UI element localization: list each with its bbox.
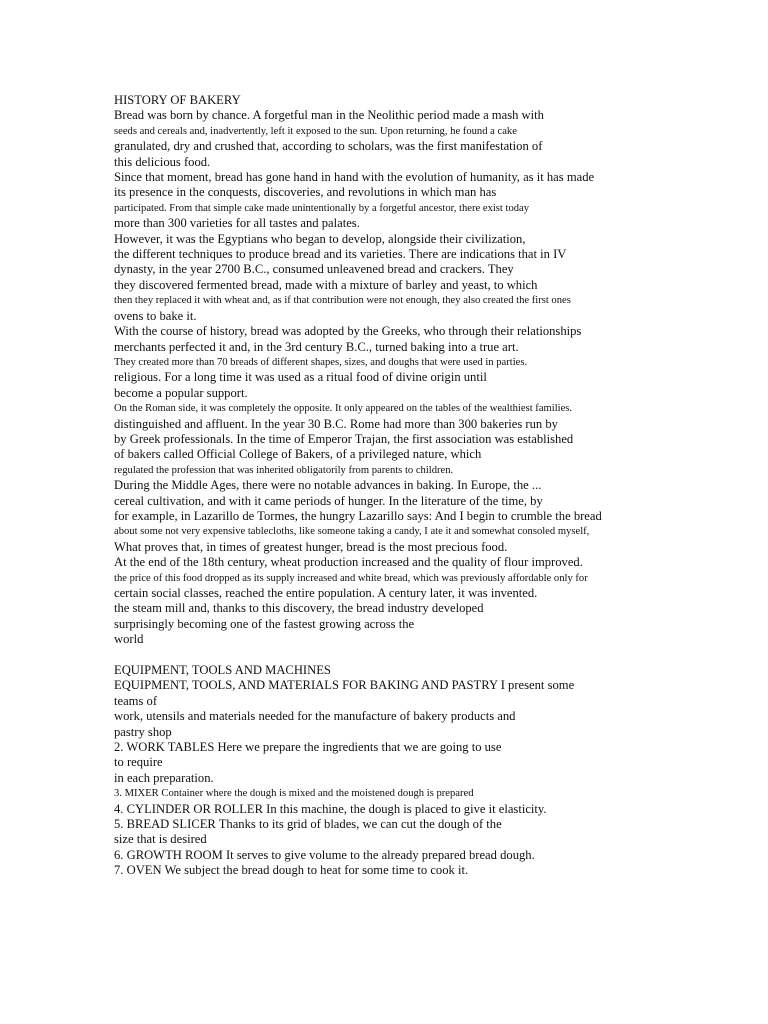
text-line: Bread was born by chance. A forgetful man in the Neolithic period made a mash with xyxy=(114,108,544,123)
text-line: ovens to bake it. xyxy=(114,308,197,323)
text-line: teams of xyxy=(114,693,158,708)
text-line: about some not very expensive tablecloths, like someone taking a candy, I ate it and somewhat consoled myself, xyxy=(114,526,590,538)
text-line: the price of this food dropped as its supply increased and white bread, which was previously affordable only for xyxy=(114,572,588,584)
text-line: pastry shop xyxy=(114,724,172,739)
text-line: What proves that, in times of greatest hunger, bread is the most precious food. xyxy=(114,539,508,554)
text-line: granulated, dry and crushed that, according to scholars, was the first manifestation of xyxy=(114,139,543,154)
text-line: size that is desired xyxy=(114,832,207,847)
history-section xyxy=(114,93,754,648)
text-line: During the Middle Ages, there were no notable advances in baking. In Europe, the ... xyxy=(114,478,542,493)
text-line: participated. From that simple cake made unintentionally by a forgetful ancestor, there exist today xyxy=(114,202,530,214)
text-line: dynasty, in the year 2700 B.C., consumed unleavened bread and crackers. They xyxy=(114,262,514,277)
text-line: regulated the profession that was inherited obligatorily from parents to children. xyxy=(114,464,454,476)
text-line: surprisingly becoming one of the fastest growing across the xyxy=(114,616,415,631)
text-line: However, it was the Egyptians who began to develop, alongside their civilization, xyxy=(114,231,526,246)
text-line: in each preparation. xyxy=(114,770,214,785)
text-line: EQUIPMENT, TOOLS, AND MATERIALS FOR BAKING AND PASTRY I present some xyxy=(114,678,575,693)
text-line: this delicious food. xyxy=(114,154,211,169)
text-line: They created more than 70 breads of different shapes, sizes, and doughs that were used in parties. xyxy=(114,356,528,368)
text-line: 3. MIXER Container where the dough is mixed and the moistened dough is prepared xyxy=(114,788,474,800)
text-line: merchants perfected it and, in the 3rd century B.C., turned baking into a true art. xyxy=(114,339,519,354)
text-line: Since that moment, bread has gone hand in hand with the evolution of humanity, as it has made xyxy=(114,170,595,185)
text-line: then they replaced it with wheat and, as if that contribution were not enough, they also created the first ones xyxy=(114,295,571,307)
text-line: become a popular support. xyxy=(114,385,248,400)
text-line: 6. GROWTH ROOM It serves to give volume to the already prepared bread dough. xyxy=(114,847,535,862)
text-line: 5. BREAD SLICER Thanks to its grid of blades, we can cut the dough of the xyxy=(114,817,502,832)
text-line: distinguished and affluent. In the year 30 B.C. Rome had more than 300 bakeries run by xyxy=(114,416,558,431)
section-heading: EQUIPMENT, TOOLS AND MACHINES xyxy=(114,663,331,678)
text-line: of bakers called Official College of Bakers, of a privileged nature, which xyxy=(114,447,482,462)
text-line: by Greek professionals. In the time of Emperor Trajan, the first association was established xyxy=(114,431,574,446)
text-line: On the Roman side, it was completely the opposite. It only appeared on the tables of the wealthiest families. xyxy=(114,403,573,415)
text-line: cereal cultivation, and with it came periods of hunger. In the literature of the time, by xyxy=(114,493,543,508)
section-heading: HISTORY OF BAKERY xyxy=(114,93,241,107)
section-spacer xyxy=(114,648,754,663)
text-line: At the end of the 18th century, wheat production increased and the quality of flour improved. xyxy=(114,555,583,570)
document-page xyxy=(114,93,754,879)
text-line: the different techniques to produce bread and its varieties. There are indications that in IV xyxy=(114,247,567,262)
text-line: they discovered fermented bread, made with a mixture of barley and yeast, to which xyxy=(114,277,538,292)
text-line: its presence in the conquests, discoveries, and revolutions in which man has xyxy=(114,185,497,200)
text-line: world xyxy=(114,632,144,647)
text-line: to require xyxy=(114,755,163,770)
text-line: work, utensils and materials needed for the manufacture of bakery products and xyxy=(114,709,516,724)
text-line: the steam mill and, thanks to this discovery, the bread industry developed xyxy=(114,601,484,616)
text-line: for example, in Lazarillo de Tormes, the hungry Lazarillo says: And I begin to crumble the bread xyxy=(114,508,602,523)
text-line: 7. OVEN We subject the bread dough to heat for some time to cook it. xyxy=(114,863,469,878)
text-line: 4. CYLINDER OR ROLLER In this machine, the dough is placed to give it elasticity. xyxy=(114,801,547,816)
equipment-section xyxy=(114,663,754,879)
text-line: With the course of history, bread was adopted by the Greeks, who through their relationships xyxy=(114,324,582,339)
text-line: 2. WORK TABLES Here we prepare the ingredients that we are going to use xyxy=(114,740,502,755)
text-line: certain social classes, reached the entire population. A century later, it was invented. xyxy=(114,586,538,600)
text-line: seeds and cereals and, inadvertently, left it exposed to the sun. Upon returning, he found a cake xyxy=(114,125,517,137)
text-line: more than 300 varieties for all tastes and palates. xyxy=(114,216,360,231)
text-line: religious. For a long time it was used as a ritual food of divine origin until xyxy=(114,370,487,385)
